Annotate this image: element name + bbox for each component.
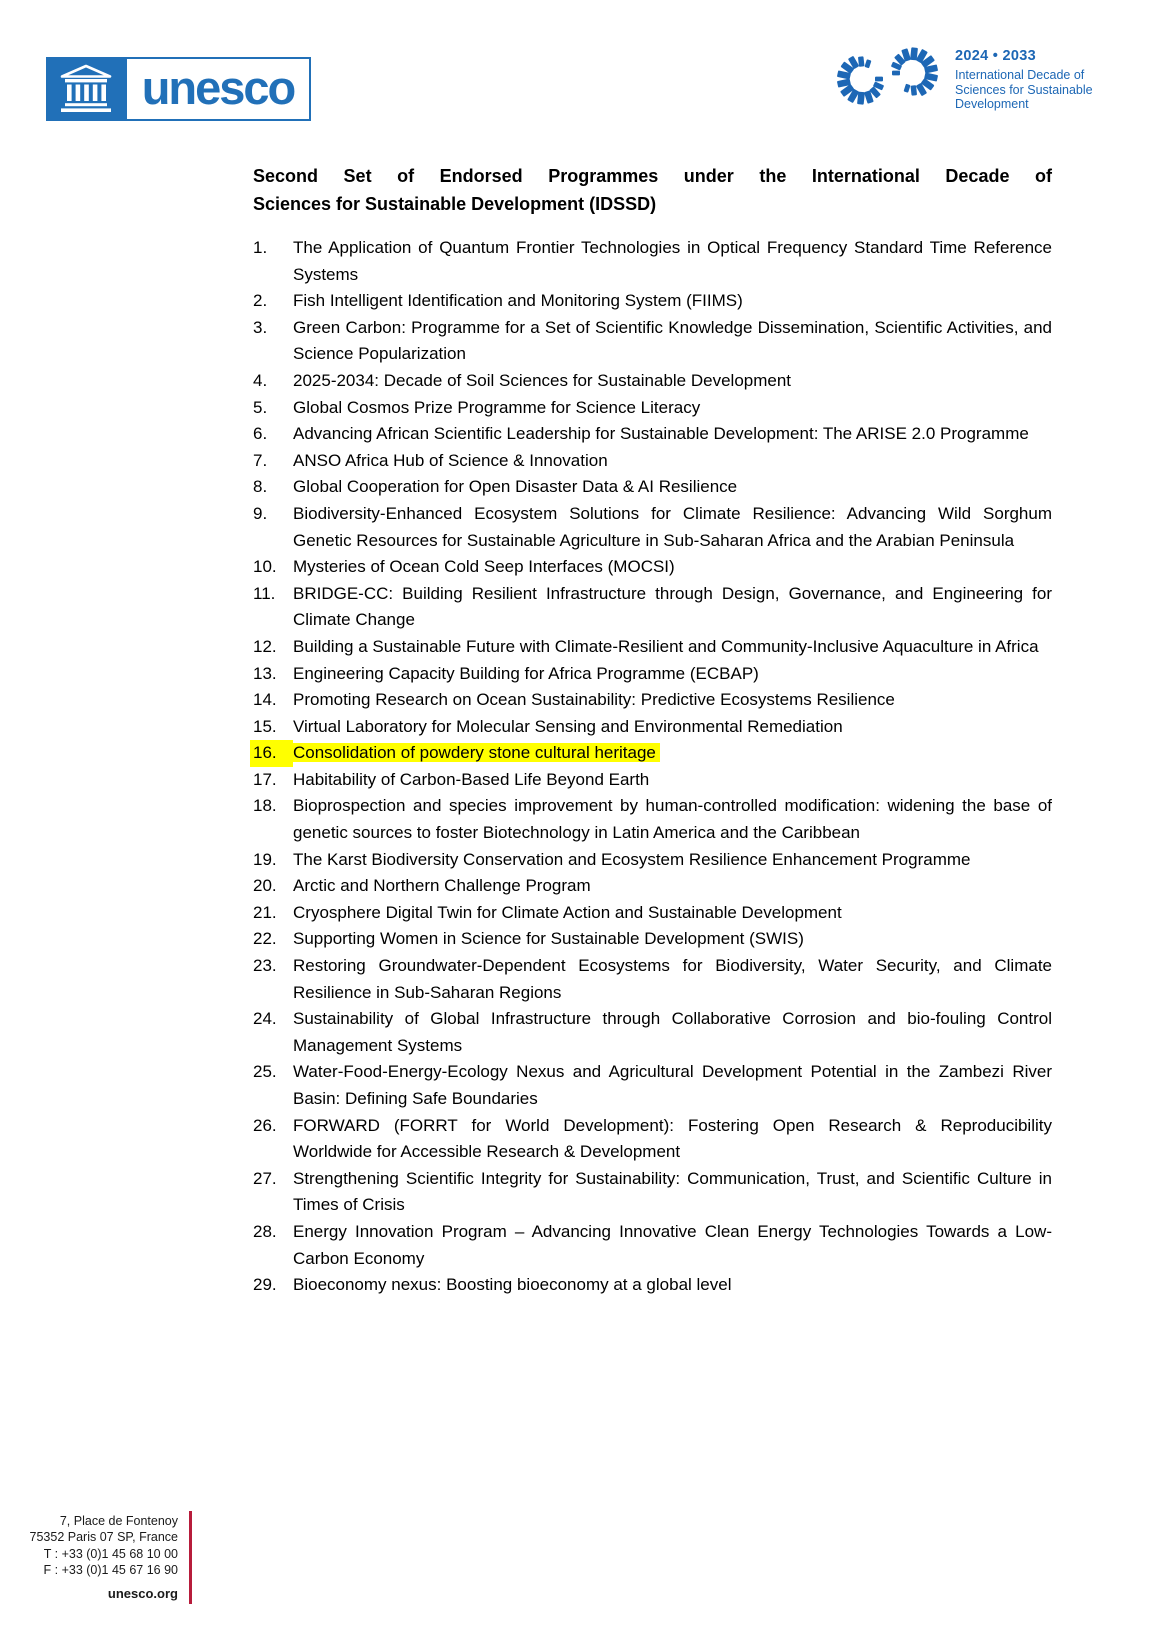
list-item (253, 1272, 1052, 1299)
list-item (253, 926, 1052, 953)
item-number: 26. (253, 1115, 277, 1135)
list-item (253, 740, 1052, 767)
item-text: Green Carbon: Programme for a Set of Scientific Knowledge Dissemination, Scientific Activities, and Science Popularization (293, 317, 1052, 364)
item-text-cell (293, 315, 1052, 368)
item-text-cell (293, 395, 1052, 422)
item-text-cell (293, 873, 1052, 900)
list-item (253, 847, 1052, 874)
item-text-cell (293, 474, 1052, 501)
unesco-logo (46, 57, 311, 121)
item-text-cell (293, 1219, 1052, 1272)
item-text-cell (293, 581, 1052, 634)
unesco-emblem (46, 57, 125, 121)
list-item (253, 448, 1052, 475)
item-text: Virtual Laboratory for Molecular Sensing and Environmental Remediation (293, 716, 843, 736)
item-text: Habitability of Carbon-Based Life Beyond Earth (293, 769, 650, 789)
list-item (253, 235, 1052, 288)
item-number: 8. (253, 477, 268, 497)
idssd-text-block (955, 42, 1093, 112)
item-text-cell (293, 1166, 1052, 1219)
list-item (253, 501, 1052, 554)
item-number: 23. (253, 956, 277, 976)
item-text: Advancing African Scientific Leadership for Sustainable Development: The ARISE 2.0 Programme (293, 424, 1029, 444)
list-item (253, 661, 1052, 688)
list-item (253, 395, 1052, 422)
item-text: Supporting Women in Science for Sustainable Development (SWIS) (293, 929, 804, 949)
list-item (253, 581, 1052, 634)
item-number: 11. (253, 583, 276, 603)
idssd-decade-icon (836, 42, 940, 110)
item-text: Water-Food-Energy-Ecology Nexus and Agricultural Development Potential in the Zambezi River Basin: Defining Safe Boundaries (293, 1062, 1052, 1108)
item-number: 4. (253, 370, 268, 390)
unesco-wordmark: unesco (141, 60, 295, 114)
item-text: Restoring Groundwater-Dependent Ecosystems for Biodiversity, Water Security, and Climate Resilience in Sub-Saharan Regions (293, 956, 1052, 1002)
item-text-cell (293, 501, 1052, 554)
item-text: Strengthening Scientific Integrity for Sustainability: Communication, Trust, and Scientific Culture in Times of Crisis (293, 1168, 1052, 1215)
idssd-years: 2024 • 2033 (955, 48, 1036, 64)
list-item (253, 714, 1052, 741)
list-item (253, 900, 1052, 927)
item-text: Consolidation of powdery stone cultural heritage (293, 743, 656, 763)
item-number: 3. (253, 317, 268, 337)
item-number: 19. (253, 849, 277, 869)
list-item (253, 474, 1052, 501)
document-content (253, 163, 1052, 1299)
idssd-logo (836, 42, 1093, 112)
list-item (253, 554, 1052, 581)
item-number: 9. (253, 503, 268, 523)
list-item (253, 1006, 1052, 1059)
item-text-cell (293, 767, 1052, 794)
item-text: Promoting Research on Ocean Sustainability: Predictive Ecosystems Resilience (293, 690, 895, 710)
item-text: Biodiversity-Enhanced Ecosystem Solutions for Climate Resilience: Advancing Wild Sorghum Genetic Resources for Sustainable Agriculture in Sub-Saharan Africa and the Arabian Peninsula (293, 503, 1052, 550)
item-text: FORWARD (FORRT for World Development): Fostering Open Research & Reproducibility Worldwide for Accessible Research & Development (293, 1115, 1052, 1162)
item-text-cell (293, 368, 1052, 395)
item-number: 21. (253, 902, 277, 922)
footer-red-rule (189, 1511, 192, 1604)
list-item (253, 421, 1052, 448)
item-number: 1. (253, 238, 268, 257)
item-number: 29. (253, 1275, 277, 1295)
page-title-line-2: Sciences for Sustainable Development (IDSSD) (253, 193, 657, 214)
item-text: Cryosphere Digital Twin for Climate Action and Sustainable Development (293, 902, 842, 922)
item-text: Arctic and Northern Challenge Program (293, 876, 591, 896)
item-text: Global Cooperation for Open Disaster Data & AI Resilience (293, 477, 738, 497)
item-number: 10. (253, 557, 277, 577)
item-text: The Application of Quantum Frontier Technologies in Optical Frequency Standard Time Reference Systems (293, 238, 1052, 284)
item-text: Global Cosmos Prize Programme for Science Literacy (293, 397, 701, 417)
footer-address-block (0, 1513, 178, 1602)
item-number: 24. (253, 1009, 277, 1029)
list-item (253, 634, 1052, 661)
list-item (253, 315, 1052, 368)
item-number: 7. (253, 450, 268, 470)
item-text-cell (293, 554, 1052, 581)
list-item (253, 368, 1052, 395)
page-title-line-1: Second Set of Endorsed Programmes under the International Decade of (253, 166, 1052, 186)
list-item (253, 1059, 1052, 1112)
item-number: 13. (253, 663, 277, 683)
item-text-cell (293, 926, 1052, 953)
item-number: 25. (253, 1062, 277, 1082)
idssd-line-3: Development (955, 97, 1029, 112)
item-text-cell (293, 793, 1052, 846)
item-text-cell (293, 288, 1052, 315)
item-text-cell (293, 661, 1052, 688)
item-number: 6. (253, 424, 268, 444)
item-number: 2. (253, 291, 268, 311)
item-number: 20. (253, 876, 277, 896)
footer-address-line-1: 7, Place de Fontenoy (59, 1514, 178, 1528)
list-item (253, 793, 1052, 846)
item-text-cell (293, 634, 1052, 661)
footer-website: unesco.org (107, 1586, 178, 1602)
item-text-cell (293, 687, 1052, 714)
item-text: BRIDGE-CC: Building Resilient Infrastructure through Design, Governance, and Engineering for Climate Change (293, 583, 1052, 630)
item-number: 14. (253, 690, 277, 710)
item-text-cell (293, 1059, 1052, 1112)
item-text: ANSO Africa Hub of Science & Innovation (293, 450, 608, 470)
unesco-wordmark-box (125, 57, 311, 121)
item-text-cell (293, 235, 1052, 288)
list-item (253, 873, 1052, 900)
item-number: 18. (253, 796, 277, 816)
footer-fax: F : +33 (0)1 45 67 16 90 (43, 1562, 178, 1577)
item-text-cell (293, 1113, 1052, 1166)
item-text: Bioeconomy nexus: Boosting bioeconomy at a global level (293, 1275, 732, 1295)
footer-address-line-2: 75352 Paris 07 SP, France (29, 1530, 178, 1545)
item-text-cell (293, 421, 1052, 448)
item-text-cell (293, 714, 1052, 741)
list-item (253, 953, 1052, 1006)
item-text: 2025-2034: Decade of Soil Sciences for Sustainable Development (293, 370, 792, 390)
list-item (253, 1219, 1052, 1272)
item-text: Sustainability of Global Infrastructure through Collaborative Corrosion and bio-fouling Control Management Systems (293, 1009, 1052, 1055)
item-text-cell (293, 448, 1052, 475)
item-number: 27. (253, 1168, 277, 1188)
item-text-cell (293, 1272, 1052, 1299)
footer-phone: T : +33 (0)1 45 68 10 00 (43, 1546, 178, 1561)
list-item (253, 1113, 1052, 1166)
item-text-cell (293, 953, 1052, 1006)
item-text: Bioprospection and species improvement by human-controlled modification: widening the base of genetic sources to foster Biotechnology in Latin America and the Caribbean (293, 796, 1052, 843)
unesco-temple-icon (58, 64, 114, 114)
list-item (253, 687, 1052, 714)
item-number: 22. (253, 929, 277, 949)
programme-list (253, 235, 1052, 1299)
item-text: Engineering Capacity Building for Africa Programme (ECBAP) (293, 663, 759, 683)
item-text: Fish Intelligent Identification and Monitoring System (FIIMS) (293, 291, 743, 311)
item-text-cell (293, 1006, 1052, 1059)
list-item (253, 1166, 1052, 1219)
item-text-cell (293, 900, 1052, 927)
item-text: Mysteries of Ocean Cold Seep Interfaces (MOCSI) (293, 557, 675, 577)
idssd-line-1: International Decade of (955, 68, 1085, 82)
page-title (253, 163, 1052, 218)
item-number: 28. (253, 1221, 277, 1241)
item-text-cell (293, 847, 1052, 874)
item-number: 15. (253, 716, 277, 736)
item-text: Energy Innovation Program – Advancing Innovative Clean Energy Technologies Towards a Low-Carbon Economy (293, 1221, 1052, 1268)
item-number: 17. (253, 769, 277, 789)
list-item (253, 767, 1052, 794)
item-text-cell (293, 740, 1052, 767)
item-text: The Karst Biodiversity Conservation and Ecosystem Resilience Enhancement Programme (293, 849, 971, 869)
item-number: 16. (250, 740, 293, 767)
list-item (253, 288, 1052, 315)
item-text: Building a Sustainable Future with Climate-Resilient and Community-Inclusive Aquaculture in Africa (293, 636, 1039, 656)
idssd-line-2: Sciences for Sustainable (955, 82, 1093, 97)
item-number: 5. (253, 397, 268, 417)
item-number: 12. (253, 636, 277, 656)
